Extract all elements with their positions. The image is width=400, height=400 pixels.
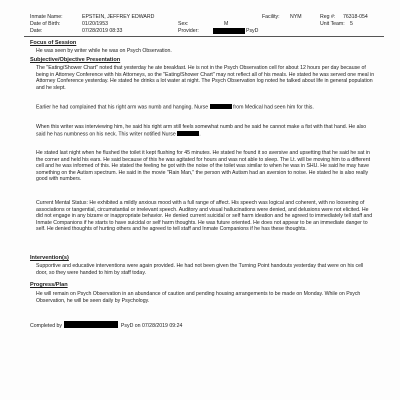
subjective-paragraph-5: Current Mental Status: He exhibited a mildly anxious mood with a full range of affect. His speech was logical and coherent, with no loosening of associations or tangential, circumstantial or irrelevant speech. Auditory and visual hallucinations were denied, and delusions were not elicited. He did not engage in any bizarre or inappropriate behavior. He denied current suicidal or self harm ideation and he agreed to immediately tell staff and Inmate Companions if he starts to have suicidal or self harm thoughts. He was future oriented. He does not appear to be an immediate danger to self. He denied thoughts of hurting others and he agreed to tell staff and Inmate Companions if he has these thoughts. — [36, 200, 373, 233]
date-value: 07/28/2019 08:33 — [82, 28, 123, 34]
redaction-bar — [64, 321, 118, 328]
facility-label: Facility: — [262, 14, 280, 20]
reg-value: 76318-054 — [343, 14, 368, 20]
subjective-paragraph-4: He stated last night when he flushed the toilet it kept flushing for 45 minutes. He stated he found it so aversive and upsetting that he said he sat in the corner and held his ears. He said because of this he was agitated for hours and was not able to sleep. The Lt. will be moving him to a different cell and he was informed of this. He stated the feeling he got with the noise of the toilet was similar to when he was in SHU. He said he may have something on the Autism spectrum. He said in the movie "Rain Man," the person with Autism had an aversion to noise. He stated he is also really good with numbers. — [36, 150, 371, 183]
dob-label: Date of Birth: — [30, 21, 61, 27]
completed-by-suffix: PsyD on 07/28/2019 09:24 — [120, 323, 183, 329]
inmate-name: EPSTEIN, JEFFREY EDWARD — [82, 14, 155, 20]
interventions-section-title: Intervention(s) — [30, 255, 69, 261]
subjective-paragraph-2 — [36, 104, 376, 111]
sex-value: M — [224, 21, 229, 27]
provider-label: Provider: — [178, 28, 199, 34]
redaction-bar — [177, 131, 199, 136]
completed-by-line — [30, 321, 182, 329]
redaction-bar — [213, 28, 245, 34]
subjective-p2-start: Earlier he had complained that his right arm was numb and hanging. Nurse — [36, 104, 209, 111]
subjective-p3-start: When this writer was interviewing him, he said his right arm still feels somewhat numb and he said he cannot make a fist with that hand. He also said he has numbness on his neck. This writer notified Nurse — [36, 124, 367, 138]
sex-label: Sex: — [178, 21, 189, 27]
progress-section-title: Progress/Plan — [30, 282, 68, 288]
subjective-p3-end: . — [199, 131, 201, 138]
facility-value: NYM — [290, 14, 302, 20]
unit-value: 5 — [350, 21, 353, 27]
dob-value: 01/20/1953 — [82, 21, 108, 27]
interventions-text: Supportive and educative interventions were again provided. He had not been given the Turning Point handouts yesterday that were on his cell door, so they were handed to him by staff today. — [36, 263, 364, 276]
subjective-p2-end: from Medical had seen him for this. — [233, 104, 314, 111]
unit-label: Unit Team: — [320, 21, 345, 27]
header-divider — [24, 36, 384, 37]
progress-text: He will remain on Psych Observation in an abundance of caution and pending housing arrangements to be made on Monday. While on Psych Observation, he will be seen daily by Psychology. — [36, 291, 361, 304]
redaction-bar — [210, 104, 232, 109]
focus-text: He was seen by writer while he was on Psych Observation. — [36, 48, 172, 54]
focus-section-title: Focus of Session — [30, 40, 77, 46]
completed-by-label: Completed by — [30, 323, 63, 329]
date-label: Date: — [30, 28, 43, 34]
reg-label: Reg #: — [320, 14, 336, 20]
provider-suffix: PsyD — [246, 28, 259, 34]
subjective-section-title: Subjective/Objective Presentation — [30, 57, 121, 63]
inmate-name-label: Inmate Name: — [30, 14, 63, 20]
subjective-paragraph-1: The "Eating/Shower Chart" noted that yesterday he ate breakfast. He is not in the Psych Observation cell for about 12 hours per day because of being in Attorney Conference with his Attorneys, so the "Eating/Shower Chart" may not reflect all of his meals. He stated he was served one meal in Attorney Conference yesterday. He stated he drinks a lot water at night. The Psych Observation log noted he talked about life in general population and he slept. — [36, 65, 375, 91]
subjective-paragraph-3 — [36, 124, 376, 138]
